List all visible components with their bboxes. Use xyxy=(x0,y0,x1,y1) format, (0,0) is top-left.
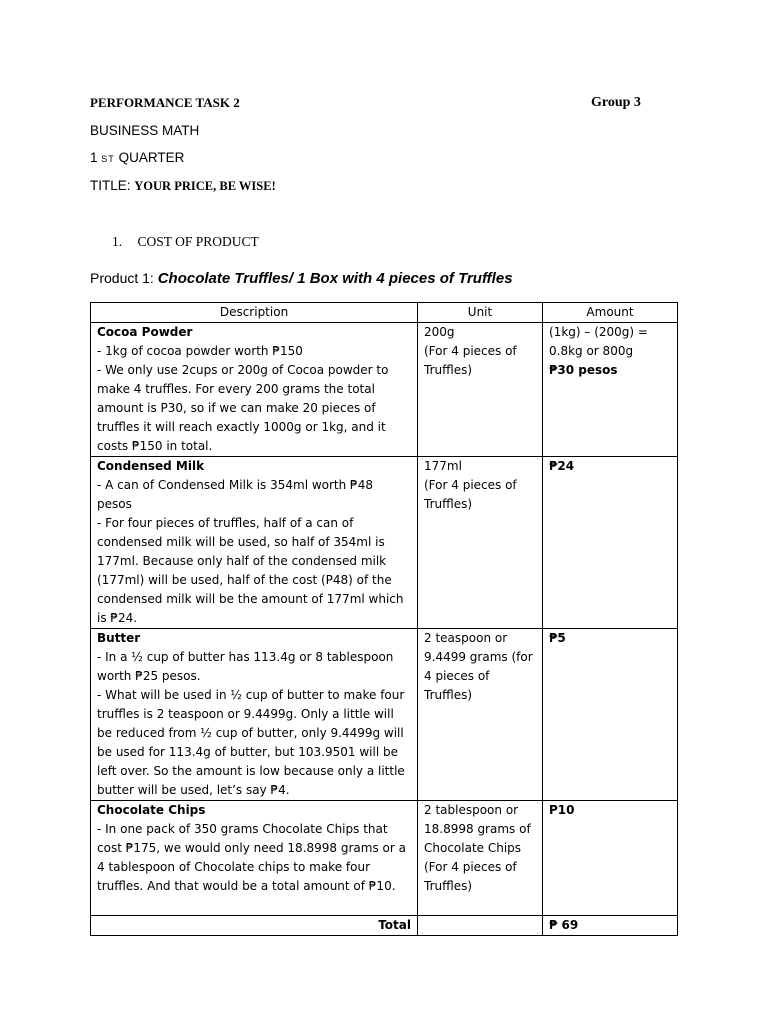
description-cell xyxy=(91,801,418,916)
title-value: YOUR PRICE, BE WISE! xyxy=(134,179,276,193)
product-name: Chocolate Truffles/ 1 Box with 4 pieces of Truffles xyxy=(157,270,513,287)
description-cell xyxy=(91,457,418,629)
quarter-word: QUARTER xyxy=(118,150,185,165)
unit-text: (For 4 pieces of Truffles) xyxy=(424,344,517,377)
section-number: 1. xyxy=(112,234,123,249)
amount-cell xyxy=(543,629,678,801)
unit-cell xyxy=(418,629,543,801)
quarter-suffix: ST xyxy=(101,154,115,164)
section-title: COST OF PRODUCT xyxy=(137,234,259,249)
description-cell xyxy=(91,323,418,457)
amount-cell xyxy=(543,323,678,457)
item-detail: - In a ½ cup of butter has 113.4g or 8 tablespoon worth ₱25 pesos. xyxy=(97,650,394,683)
unit-text: 2 tablespoon or 18.8998 grams of Chocolate Chips (For 4 pieces of Truffles) xyxy=(424,803,531,893)
amount-text: (1kg) – (200g) = 0.8kg or 800g xyxy=(549,325,648,358)
item-detail: - A can of Condensed Milk is 354ml worth ₱48 pesos xyxy=(97,478,373,511)
item-detail: - 1kg of cocoa powder worth ₱150 xyxy=(97,344,303,358)
amount-cell xyxy=(543,801,678,916)
amount-value: P10 xyxy=(549,803,575,817)
unit-text: (For 4 pieces of Truffles) xyxy=(424,478,517,511)
table-row xyxy=(91,629,678,801)
amount-value: ₱5 xyxy=(549,631,566,645)
column-header-description: Description xyxy=(91,303,418,323)
total-label: Total xyxy=(91,916,418,936)
amount-value: ₱30 pesos xyxy=(549,363,618,377)
total-value: ₱ 69 xyxy=(543,916,678,936)
table-row xyxy=(91,801,678,916)
group-label: Group 3 xyxy=(591,95,641,110)
unit-text: 200g xyxy=(424,325,455,339)
item-name: Chocolate Chips xyxy=(97,803,206,817)
product-label: Product 1: xyxy=(90,270,154,286)
quarter-line xyxy=(90,150,184,165)
table-row xyxy=(91,457,678,629)
item-detail: - In one pack of 350 grams Chocolate Chips that cost ₱175, we would only need 18.8998 grams or a 4 tablespoon of Chocolate chips to make four truffles. And that would be a total amount of ₱10. xyxy=(97,822,406,893)
table-row xyxy=(91,323,678,457)
total-row xyxy=(91,916,678,936)
product-line xyxy=(90,270,513,287)
unit-cell xyxy=(418,801,543,916)
item-detail: - For four pieces of truffles, half of a can of condensed milk will be used, so half of 354ml is 177ml. Because only half of the condensed milk (177ml) will be used, half of the cost (P48) of the condensed milk will be the amount of 177ml which is ₱24. xyxy=(97,516,404,625)
unit-text: 177ml xyxy=(424,459,462,473)
section-heading xyxy=(112,234,259,250)
total-unit-cell xyxy=(418,916,543,936)
item-detail: - What will be used in ½ cup of butter to make four truffles is 2 teaspoon or 9.4499g. Only a little will be reduced from ½ cup of butter, only 9.4499g will be used for 113.4g of butter, but 103.9501 will be left over. So the amount is low because only a little butter will be used, let’s say ₱4. xyxy=(97,688,405,797)
item-name: Cocoa Powder xyxy=(97,325,193,339)
task-heading: PERFORMANCE TASK 2 xyxy=(90,95,240,110)
quarter-number: 1 xyxy=(90,150,98,165)
item-name: Condensed Milk xyxy=(97,459,205,473)
subject-line: BUSINESS MATH xyxy=(90,123,200,138)
item-detail: - We only use 2cups or 200g of Cocoa powder to make 4 truffles. For every 200 grams the total amount is P30, so if we can make 20 pieces of truffles it will reach exactly 1000g or 1kg, and it costs ₱150 in total. xyxy=(97,363,389,453)
table-header-row xyxy=(91,303,678,323)
item-name: Butter xyxy=(97,631,141,645)
title-label: TITLE: xyxy=(90,178,131,193)
unit-cell xyxy=(418,457,543,629)
column-header-unit: Unit xyxy=(418,303,543,323)
unit-text: 2 teaspoon or 9.4499 grams (for 4 pieces of Truffles) xyxy=(424,631,533,702)
title-line xyxy=(90,178,276,194)
description-cell xyxy=(91,629,418,801)
unit-cell xyxy=(418,323,543,457)
amount-value: ₱24 xyxy=(549,459,575,473)
column-header-amount: Amount xyxy=(543,303,678,323)
cost-table xyxy=(90,302,678,936)
amount-cell xyxy=(543,457,678,629)
